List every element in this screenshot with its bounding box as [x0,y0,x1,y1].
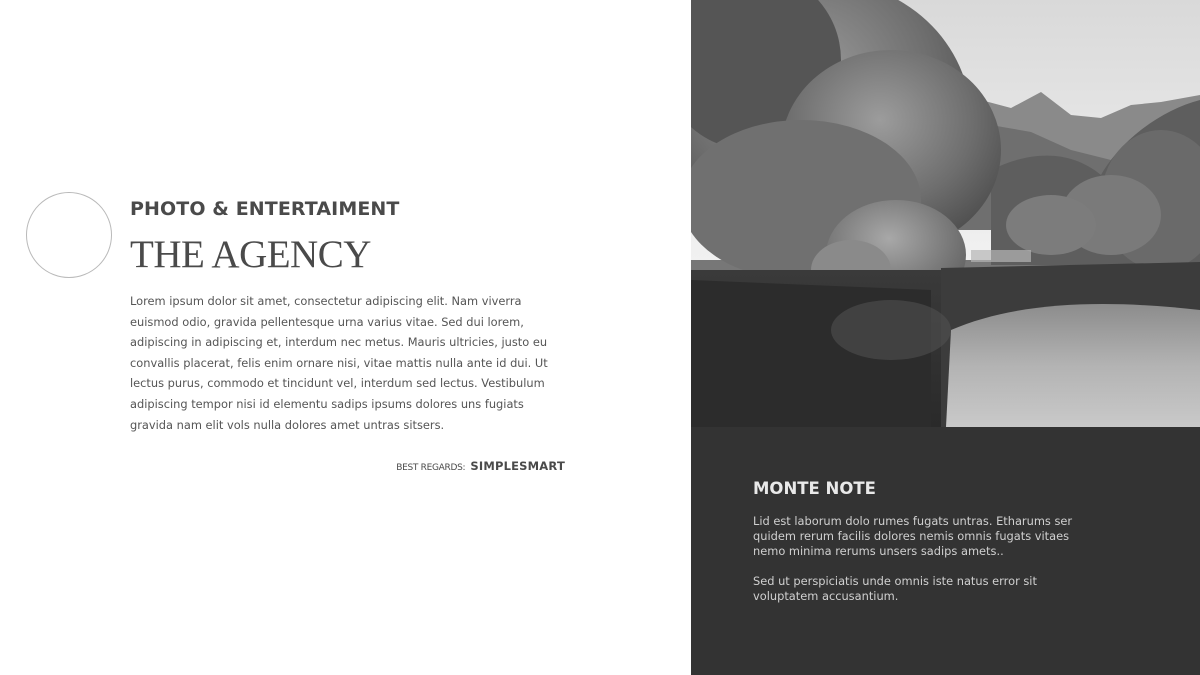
decorative-circle [26,192,112,278]
panel-paragraph-2: Sed ut perspiciatis unde omnis iste natus error sit voluptatem accusantium. [753,574,1037,604]
panel-paragraph-1: Lid est laborum dolo rumes fugats untras. Etharums ser quidem rerum facilis dolores nemis omnis fugats vitaes nemo minima rerums unsers sadips amets.. [753,514,1073,559]
section-kicker: PHOTO & ENTERTAIMENT [130,198,400,220]
landscape-photo-image [691,0,1200,427]
panel-title: MONTE NOTE [753,479,876,498]
signature-line [340,455,565,474]
info-panel [691,427,1200,675]
body-paragraph: Lorem ipsum dolor sit amet, consectetur adipiscing elit. Nam viverra euismod odio, gravida pellentesque urna varius vitae. Sed dui lorem, adipiscing in adipiscing et, interdum nec metus. Mauris ultricies, justo eu convallis placerat, felis enim ornare nisi, vitae mattis nulla ante id dui. Ut lectus purus, commodo et tincidunt vel, interdum sed lectus. Vestibulum adipiscing tempor nisi id elementu sadips ipsums dolores uns fugiats gravida nam elit vols nulla dolores amet untras sitsers. [130,294,548,432]
regards-label: BEST REGARDS: [396,463,466,473]
page-title: THE AGENCY [130,233,371,276]
landscape-photo [691,0,1200,427]
regards-name: SIMPLESMART [470,459,565,473]
